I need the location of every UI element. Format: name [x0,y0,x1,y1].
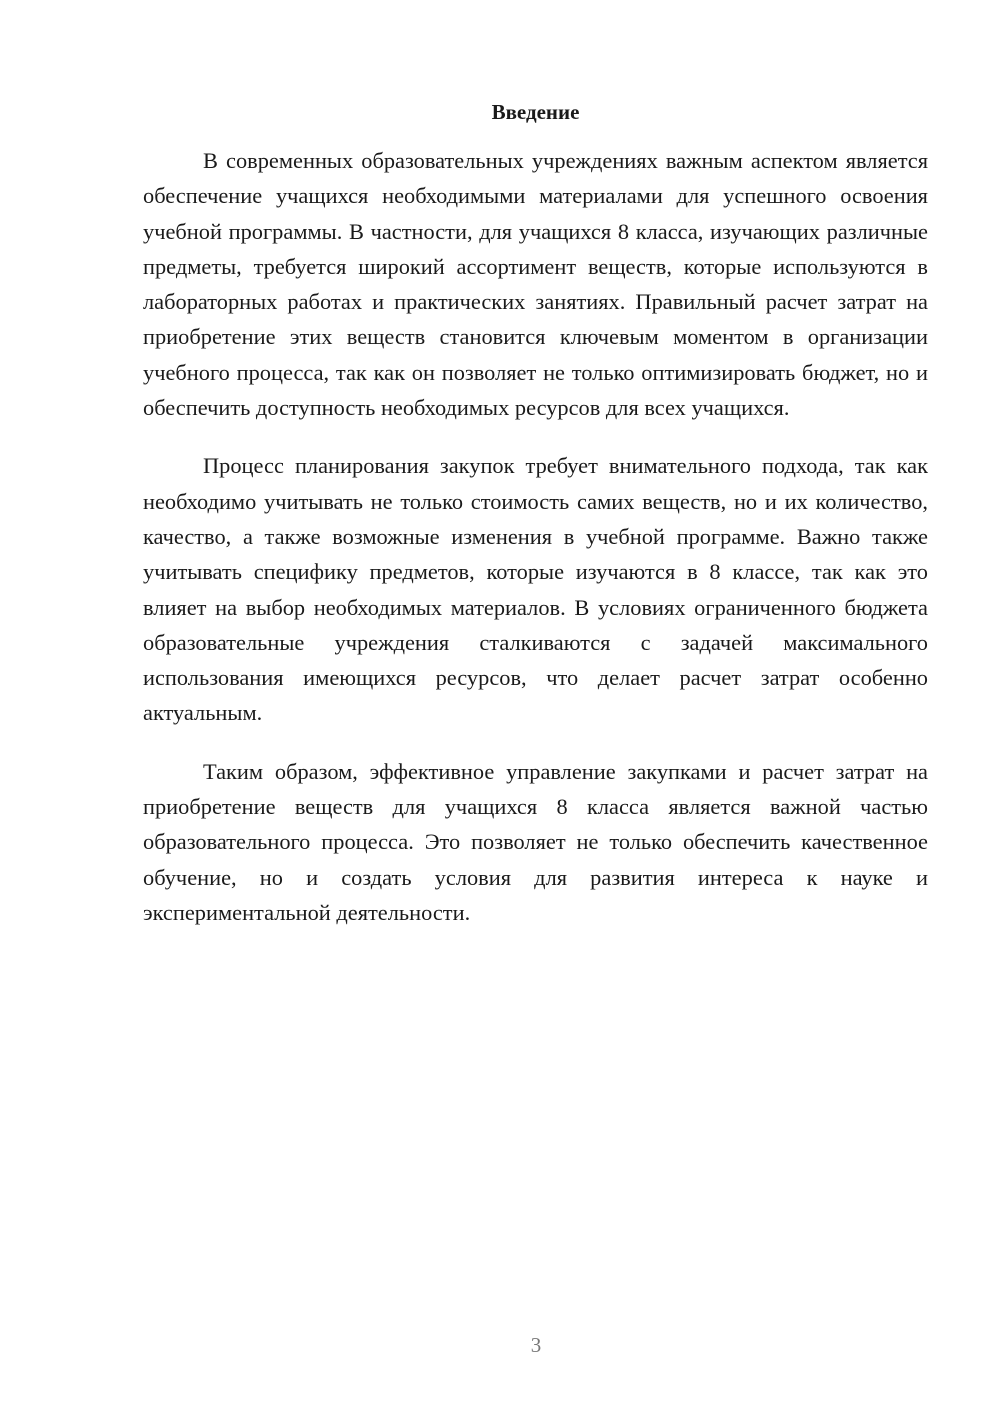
page-content [143,96,928,930]
paragraph-1: В современных образовательных учреждениях важным аспектом является обеспечение учащихся необходимыми материалами для успешного освоения учебной программы. В частности, для учащихся 8 класса, изучающих различные предметы, требуется широкий ассортимент веществ, которые используются в лабораторных работах и практических занятиях. Правильный расчет затрат на приобретение этих веществ становится ключевым моментом в организации учебного процесса, так как он позволяет не только оптимизировать бюджет, но и обеспечить доступность необходимых ресурсов для всех учащихся. [143,148,928,421]
page-number: 3 [530,1333,542,1357]
paragraph-3: Таким образом, эффективное управление закупками и расчет затрат на приобретение веществ для учащихся 8 класса является важной частью образовательного процесса. Это позволяет не только обеспечить качественное обучение, но и создать условия для развития интереса к науке и экспериментальной деятельности. [143,758,928,925]
section-title: Введение [491,100,580,124]
paragraph-2: Процесс планирования закупок требует внимательного подхода, так как необходимо учитывать не только стоимость самих веществ, но и их количество, качество, а также возможные изменения в учебной программе. Важно также учитывать специфику предметов, которые изучаются в 8 классе, так как это влияет на выбор необходимых материалов. В условиях ограниченного бюджета образовательные учреждения сталкиваются с задачей максимального использования имеющихся ресурсов, что делает расчет затрат особенно актуальным. [143,453,928,726]
